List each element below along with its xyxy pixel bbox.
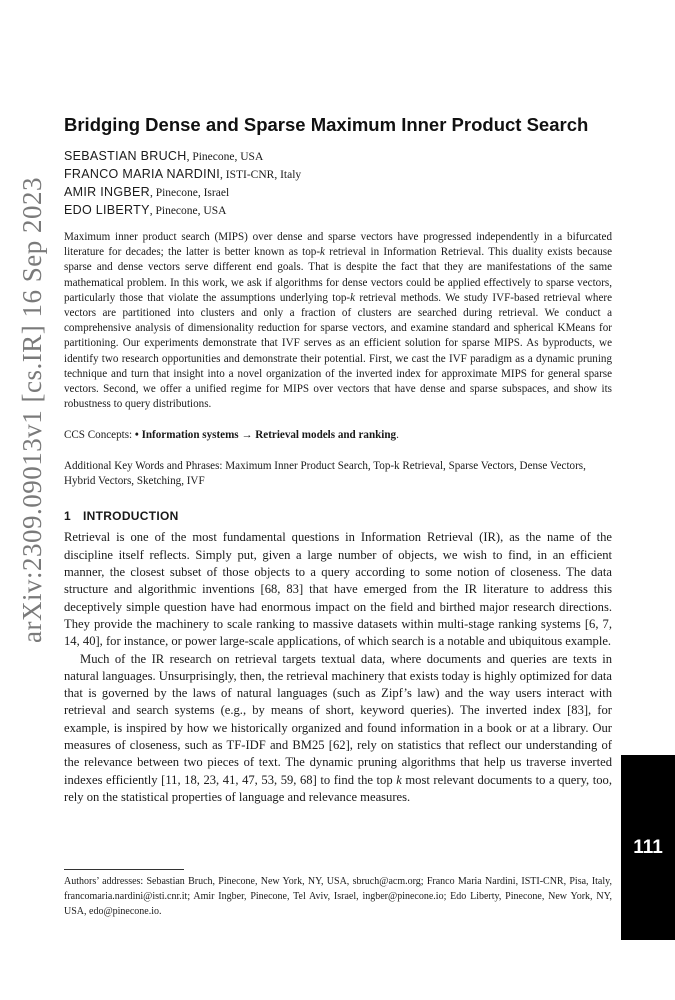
math-k: k xyxy=(350,291,356,304)
author-entry xyxy=(64,166,612,184)
body-paragraph: Retrieval is one of the most fundamental questions in Information Retrieval (IR), as the name of the discipline itself reflects. Simply put, given a large number of objects, we wish to find, in an efficient manner, the closest subset of those objects to a query according to some notion of closeness. The data structure and algorithmic inventions [68, 83] that have emerged from the IR literature to address this deceptively simple question have had enormous impact on the field and birthed major research directions. They provide the machinery to scale ranking to massive datasets within multi-stage ranking systems [6, 7, 14, 40], for instance, or power large-scale applications, of which search is a notable and ubiquitous example. xyxy=(64,530,612,649)
page-number-tab xyxy=(621,755,675,940)
author-entry xyxy=(64,148,612,166)
abstract-text: retrieval methods. We study IVF-based retrieval where vectors are partitioned into clusters and only a fraction of clusters are searched during retrieval. We conduct a comprehensive analysis of dimensionality reduction for sparse vectors, and examine standard and spherical KMeans for partitioning. Our experiments demonstrate that IVF serves as an efficient solution for sparse MIPS. As byproducts, we identify two research opportunities and demonstrate their potential. First, we cast the IVF paradigm as a dynamic pruning technique and turn that insight into a novel organization of the inverted index for approximate MIPS for general sparse vectors. Second, we offer a unified regime for MIPS over vectors that have dense and sparse subspaces, and show its robustness to query distributions. xyxy=(64,291,612,411)
author-entry xyxy=(64,202,612,220)
paper-title: Bridging Dense and Sparse Maximum Inner Product Search xyxy=(64,114,589,135)
author-affiliation: , Pinecone, USA xyxy=(149,205,227,217)
author-affiliation: , ISTI-CNR, Italy xyxy=(220,169,302,181)
section-title: INTRODUCTION xyxy=(82,509,179,524)
arxiv-stamp-text: arXiv:2309.09013v1 [cs.IR] 16 Sep 2023 xyxy=(16,177,47,643)
author-addresses-footnote: Authors’ addresses: Sebastian Bruch, Pinecone, New York, NY, USA, sbruch@acm.org; Franco Maria Nardini, ISTI-CNR, Pisa, Italy, francomaria.nardini@isti.cnr.it; Amir Ingber, Pinecone, Tel Aviv, Israel, ingber@pinecone.io; Edo Liberty, Pinecone, New York, NY, USA, edo@pinecone.io. xyxy=(64,876,612,917)
page-number: 111 xyxy=(633,836,663,858)
body-paragraph xyxy=(64,651,612,807)
math-k: k xyxy=(320,246,325,259)
ccs-end: . xyxy=(396,429,399,442)
section-heading xyxy=(64,509,612,523)
keywords: Additional Key Words and Phrases: Maximum Inner Product Search, Top-k Retrieval, Sparse Vectors, Dense Vectors, Hybrid Vectors, Sketching, IVF xyxy=(64,460,586,488)
abstract xyxy=(64,230,612,412)
section-number: 1 xyxy=(64,509,71,524)
paragraph-text: Much of the IR research on retrieval targets textual data, where documents and queries are texts in natural languages. Unsurprisingly, then, the retrieval machinery that exists today is highly optimized for data that is governed by the laws of natural languages (such as Zipf’s law) and the way users interact with retrieval and search systems (e.g., by means of short, keyword queries). The inverted index [83], for example, is inspired by how we historically organized and found information in a book or at a library. Our measures of closeness, such as TF-IDF and BM25 [62], rely on statistics that reflect our understanding of the relevance between two pieces of text. The dynamic pruning algorithms that help us traverse inverted indexes efficiently [11, 18, 23, 41, 47, 53, 59, 68] to find the top xyxy=(64,651,612,787)
ccs-concepts xyxy=(64,428,612,443)
abstract-text: retrieval in Information Retrieval. This duality exists because sparse and dense vectors serve different end goals. That is despite the fact that they are manifestations of the same mathematical problem. In this work, we ask if algorithms for dense vectors could be applied effectively to sparse vectors, particularly those that violate the assumptions underlying top- xyxy=(64,246,612,304)
arxiv-stamp xyxy=(10,120,54,700)
author-list xyxy=(64,148,612,220)
author-affiliation: , Pinecone, Israel xyxy=(149,187,230,199)
math-k: k xyxy=(396,772,402,787)
author-name: SEBASTIAN BRUCH xyxy=(64,149,187,163)
paragraph-text: most relevant documents to a query, too, rely on the statistical properties of language and relevance measures. xyxy=(64,772,613,804)
author-name: EDO LIBERTY xyxy=(64,203,150,217)
abstract-text: Maximum inner product search (MIPS) over dense and sparse vectors have progressed independently in a bifurcated literature for decades; the latter is better known as top- xyxy=(64,231,612,259)
author-affiliation: , Pinecone, USA xyxy=(186,151,264,163)
author-name: FRANCO MARIA NARDINI xyxy=(64,167,221,181)
paper-page xyxy=(64,114,612,806)
footnote-rule xyxy=(64,869,184,870)
author-entry xyxy=(64,184,612,202)
author-name: AMIR INGBER xyxy=(64,185,150,199)
ccs-label: CCS Concepts: xyxy=(64,429,135,442)
ccs-concept: Information systems → Retrieval models and ranking xyxy=(141,429,397,442)
ccs-bullet: • xyxy=(134,429,142,442)
